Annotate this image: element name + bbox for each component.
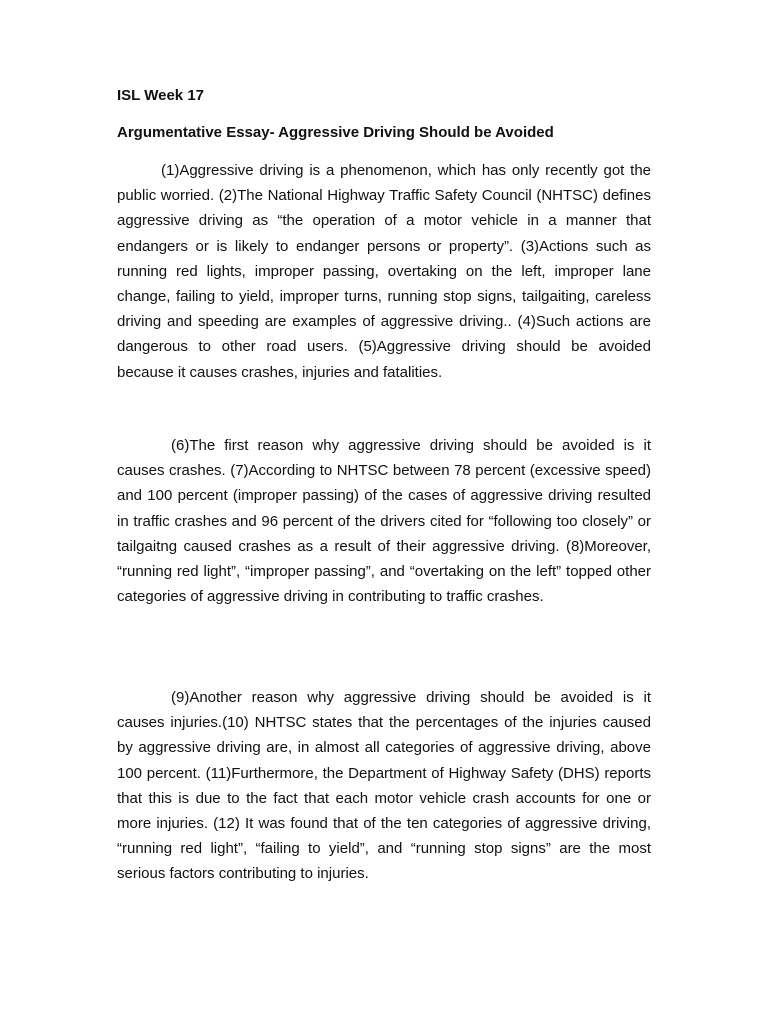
week-label: ISL Week 17: [117, 87, 204, 104]
paragraph-introduction: (1)Aggressive driving is a phenomenon, which has only recently got the public worried. (2)The National Highway Traffic Safety Council (NHTSC) defines aggressive driving as “the operation of a motor vehicle in a manner that endangers or is likely to endanger persons or property”. (3)Actions such as running red lights, improper passing, overtaking on the left, improper lane change, failing to yield, improper turns, running stop signs, tailgaiting, careless driving and speeding are examples of aggressive driving.. (4)Such actions are dangerous to other road users. (5)Aggressive driving should be avoided because it causes crashes, injuries and fatalities.: [117, 162, 651, 381]
essay-title: Argumentative Essay- Aggressive Driving Should be Avoided: [117, 124, 554, 141]
paragraph-crashes: (6)The first reason why aggressive driving should be avoided is it causes crashes. (7)According to NHTSC between 78 percent (excessive speed) and 100 percent (improper passing) of the cases of aggressive driving resulted in traffic crashes and 96 percent of the drivers cited for “following too closely” or tailgaitng caused crashes as a result of their aggressive driving. (8)Moreover, “running red light”, “improper passing”, and “overtaking on the left” topped other categories of aggressive driving in contributing to traffic crashes.: [117, 437, 651, 606]
paragraph-injuries: (9)Another reason why aggressive driving should be avoided is it causes injuries.(10) NHTSC states that the percentages of the injuries caused by aggressive driving are, in almost all categories of aggressive driving, above 100 percent. (11)Furthermore, the Department of Highway Safety (DHS) reports that this is due to the fact that each motor vehicle crash accounts for one or more injuries. (12) It was found that of the ten categories of aggressive driving, “running red light”, “failing to yield”, and “running stop signs” are the most serious factors contributing to injuries.: [117, 689, 651, 883]
